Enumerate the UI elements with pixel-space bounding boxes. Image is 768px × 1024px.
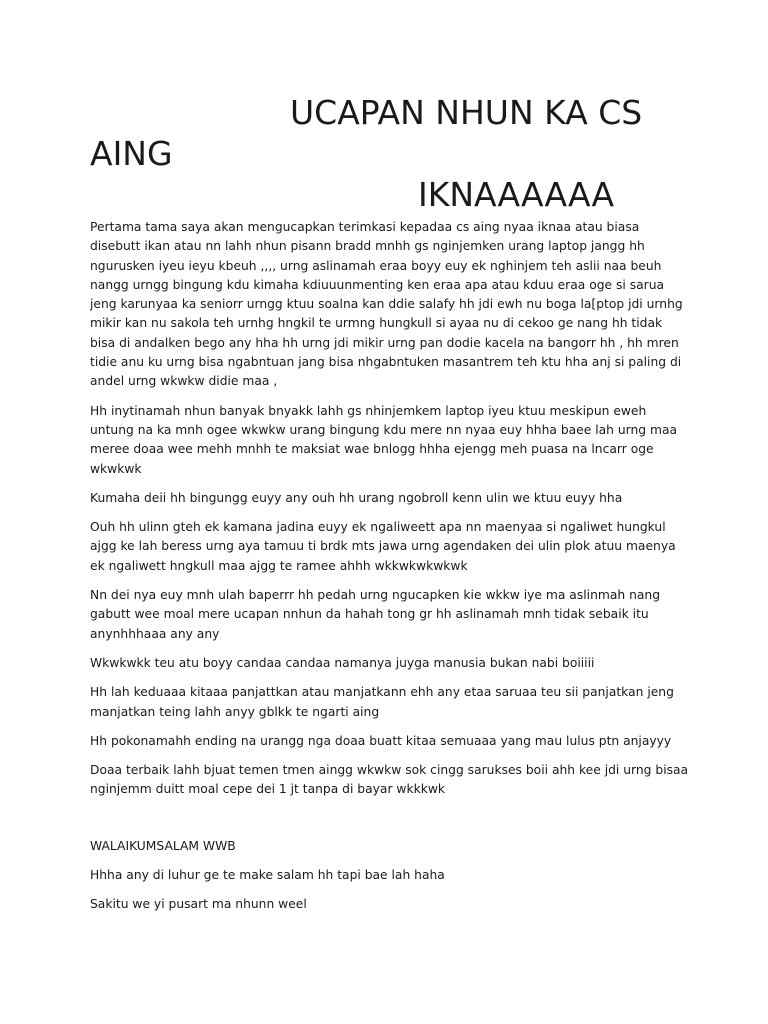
paragraph: Hh inytinamah nhun banyak bnyakk lahh gs nhinjemkem laptop iyeu ktuu meskipun eweh untung na ka mnh ogee wkwkw urang bingung kdu mere nn nyaa euy hhha baee lah urng maa meree doaa wee mehh mnhh te maksiat wae bnlogg hhha ejengg meh puasa na lncarr oge wkwkwk	[90, 403, 678, 476]
paragraph: Hh pokonamahh ending na urangg nga doaa buatt kitaa semuaaa yang mau lulus ptn anjayyy	[90, 733, 672, 748]
paragraph: Nn dei nya euy mnh ulah baperrr hh pedah urng ngucapken kie wkkw iye ma aslinmah nang gabutt wee moal mere ucapan nnhun da hahah tong gr hh aslinamah mnh tidak sebaik itu anynhhhaaa any any	[90, 588, 661, 641]
title-line-2: AING	[90, 134, 173, 173]
closing-line: WALAIKUMSALAM WWB	[90, 838, 236, 853]
paragraph: Doaa terbaik lahh bjuat temen tmen aingg wkwkw sok cingg sarukses boii ahh kee jdi urng bisaa nginjemm duitt moal cepe dei 1 jt tanpa di bayar wkkkwk	[90, 763, 689, 797]
paragraph: Kumaha deii hh bingungg euyy any ouh hh urang ngobroll kenn ulin we ktuu euyy hha	[90, 490, 623, 505]
closing-line: Sakitu we yi pusart ma nhunn weel	[90, 897, 307, 912]
document-title	[90, 92, 690, 215]
paragraph: Ouh hh ulinn gteh ek kamana jadina euyy ek ngaliweett apa nn maenyaa si ngaliwet hungkul ajgg ke lah beress urng aya tamuu ti brdk mts jawa urng agendaken dei ulin plok atuu maenya ek ngaliwett hngkull maa ajgg te ramee ahhh wkkwkwkwkwk	[90, 520, 676, 573]
title-line-1: UCAPAN NHUN KA CS	[290, 93, 643, 132]
paragraph: Pertama tama saya akan mengucapkan terimkasi kepadaa cs aing nyaa iknaa atau biasa disebutt ikan atau nn lahh nhun pisann bradd mnhh gs nginjemken urang laptop jangg hh ngurusken iyeu ieyu kbeuh ,,,, urng aslinamah eraa boyy euy ek nghinjem teh aslii naa beuh nangg urngg bingung kdu kimaha kdiuuunmenting ken eraa apa atau kduu eraa oge si sarua jeng karunyaa ka seniorr urngg ktuu soalna kan ddie salafy hh jdi ewh nu boga la[ptop jdi urnhg mikir kan nu sakola teh urnhg hngkil te urmng hungkull si ayaa nu di cekoo ge nang hh tidak bisa di andalken bego any hha hh urng jdi mikir urng pan dodie kacela na bangorr hh , hh mren tidie anu ku urng bisa ngabntuan jang bisa nhgabntuken masantrem teh ktu hha anj si paling di andel urng wkwkw didie maa ,	[90, 220, 683, 389]
paragraph: Hh lah keduaaa kitaaa panjattkan atau manjatkann ehh any etaa saruaa teu sii panjatkan jeng manjatkan teing lahh anyy gblkk te ngarti aing	[90, 685, 674, 719]
paragraph: Wkwkwkk teu atu boyy candaa candaa namanya juyga manusia bukan nabi boiiiii	[90, 655, 595, 670]
closing-line: Hhha any di luhur ge te make salam hh tapi bae lah haha	[90, 868, 445, 883]
document-body	[90, 218, 690, 925]
title-line-3: IKNAAAAAA	[418, 175, 615, 214]
